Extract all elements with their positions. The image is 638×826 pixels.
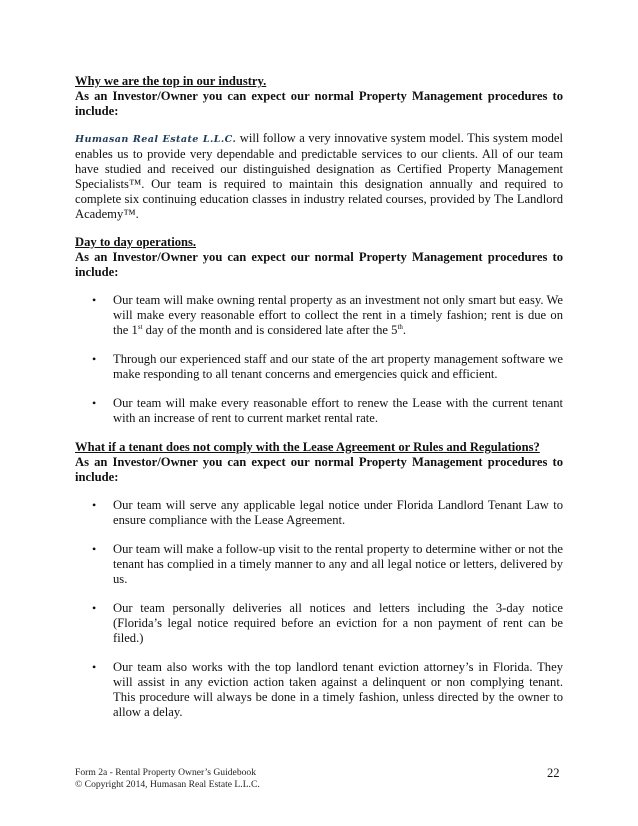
section-heading: What if a tenant does not comply with the Lease Agreement or Rules and Regulations?	[75, 440, 540, 454]
section-subheading: As an Investor/Owner you can expect our normal Property Management procedures to include:	[75, 89, 563, 118]
bullet-icon: •	[92, 352, 97, 366]
section-heading: Day to day operations.	[75, 235, 197, 249]
list-item-text: Our team also works with the top landlord tenant eviction attorney’s in Florida. They will assist in any eviction action taken against a delinquent or non complying tenant. This procedure will always be done in a timely fashion, unless directed by the owner to allow a delay.	[113, 660, 563, 719]
list-item-text: Our team will make every reasonable effort to renew the Lease with the current tenant with an increase of rent to current market rental rate.	[113, 396, 563, 425]
bullet-icon: •	[92, 660, 97, 674]
list-item	[75, 352, 563, 382]
footer-guidebook-title: Form 2a - Rental Property Owner’s Guidebook	[75, 767, 257, 778]
list-item	[75, 293, 563, 338]
list-item	[75, 660, 563, 720]
company-name: Humasan Real Estate L.L.C.	[75, 134, 237, 145]
intro-paragraph	[75, 131, 563, 222]
bullet-icon: •	[92, 542, 97, 556]
list-item-text: Our team personally deliveries all notices and letters including the 3-day notice (Florida’s legal notice required before an eviction for a non payment of rent can be filed.)	[113, 601, 563, 645]
list-item-text: .	[402, 323, 407, 337]
bullet-icon: •	[92, 601, 97, 615]
footer-copyright: © Copyright 2014, Humasan Real Estate L.L.C.	[75, 779, 260, 790]
section-subheading: As an Investor/Owner you can expect our normal Property Management procedures to include:	[75, 250, 563, 279]
list-item	[75, 542, 563, 587]
bullet-list	[75, 498, 563, 720]
list-item-text: Our team will make a follow-up visit to the rental property to determine wither or not the tenant has complied in a timely manner to any and all legal notice or letters, delivered by us.	[113, 542, 563, 586]
list-item-text: Our team will serve any applicable legal notice under Florida Landlord Tenant Law to ensure compliance with the Lease Agreement.	[113, 498, 563, 527]
bullet-icon: •	[92, 498, 97, 512]
bullet-icon: •	[92, 293, 97, 307]
section-top-in-industry	[75, 74, 563, 222]
list-item-text: Our team will make owning rental property as an investment not only smart but easy. We will make every reasonable effort to collect the rent in a timely fashion; rent is due on the 1	[113, 293, 563, 337]
ordinal-suffix: st	[137, 322, 143, 331]
ordinal-suffix: th	[397, 322, 403, 331]
section-tenant-noncompliance	[75, 440, 563, 720]
page-number: 22	[547, 766, 560, 780]
list-item	[75, 601, 563, 646]
bullet-icon: •	[92, 396, 97, 410]
section-day-to-day	[75, 235, 563, 426]
intro-paragraph-text: will follow a very innovative system model. This system model enables us to provide very dependable and predictable services to our clients. All of our team have studied and received our distinguished designation as Certified Property Management Specialists™. Our team is required to maintain this designation annually and required to complete six continuing education classes in industry related courses, provided by The Landlord Academy™.	[75, 131, 563, 221]
section-subheading: As an Investor/Owner you can expect our normal Property Management procedures to include:	[75, 455, 563, 484]
page-content	[75, 74, 563, 734]
list-item	[75, 498, 563, 528]
section-heading: Why we are the top in our industry.	[75, 74, 267, 88]
list-item-text: day of the month and is considered late after the 5	[142, 323, 398, 337]
bullet-list	[75, 293, 563, 426]
list-item	[75, 396, 563, 426]
page-footer	[75, 767, 260, 791]
list-item-text: Through our experienced staff and our state of the art property management software we make responding to all tenant concerns and emergencies quick and efficient.	[113, 352, 563, 381]
